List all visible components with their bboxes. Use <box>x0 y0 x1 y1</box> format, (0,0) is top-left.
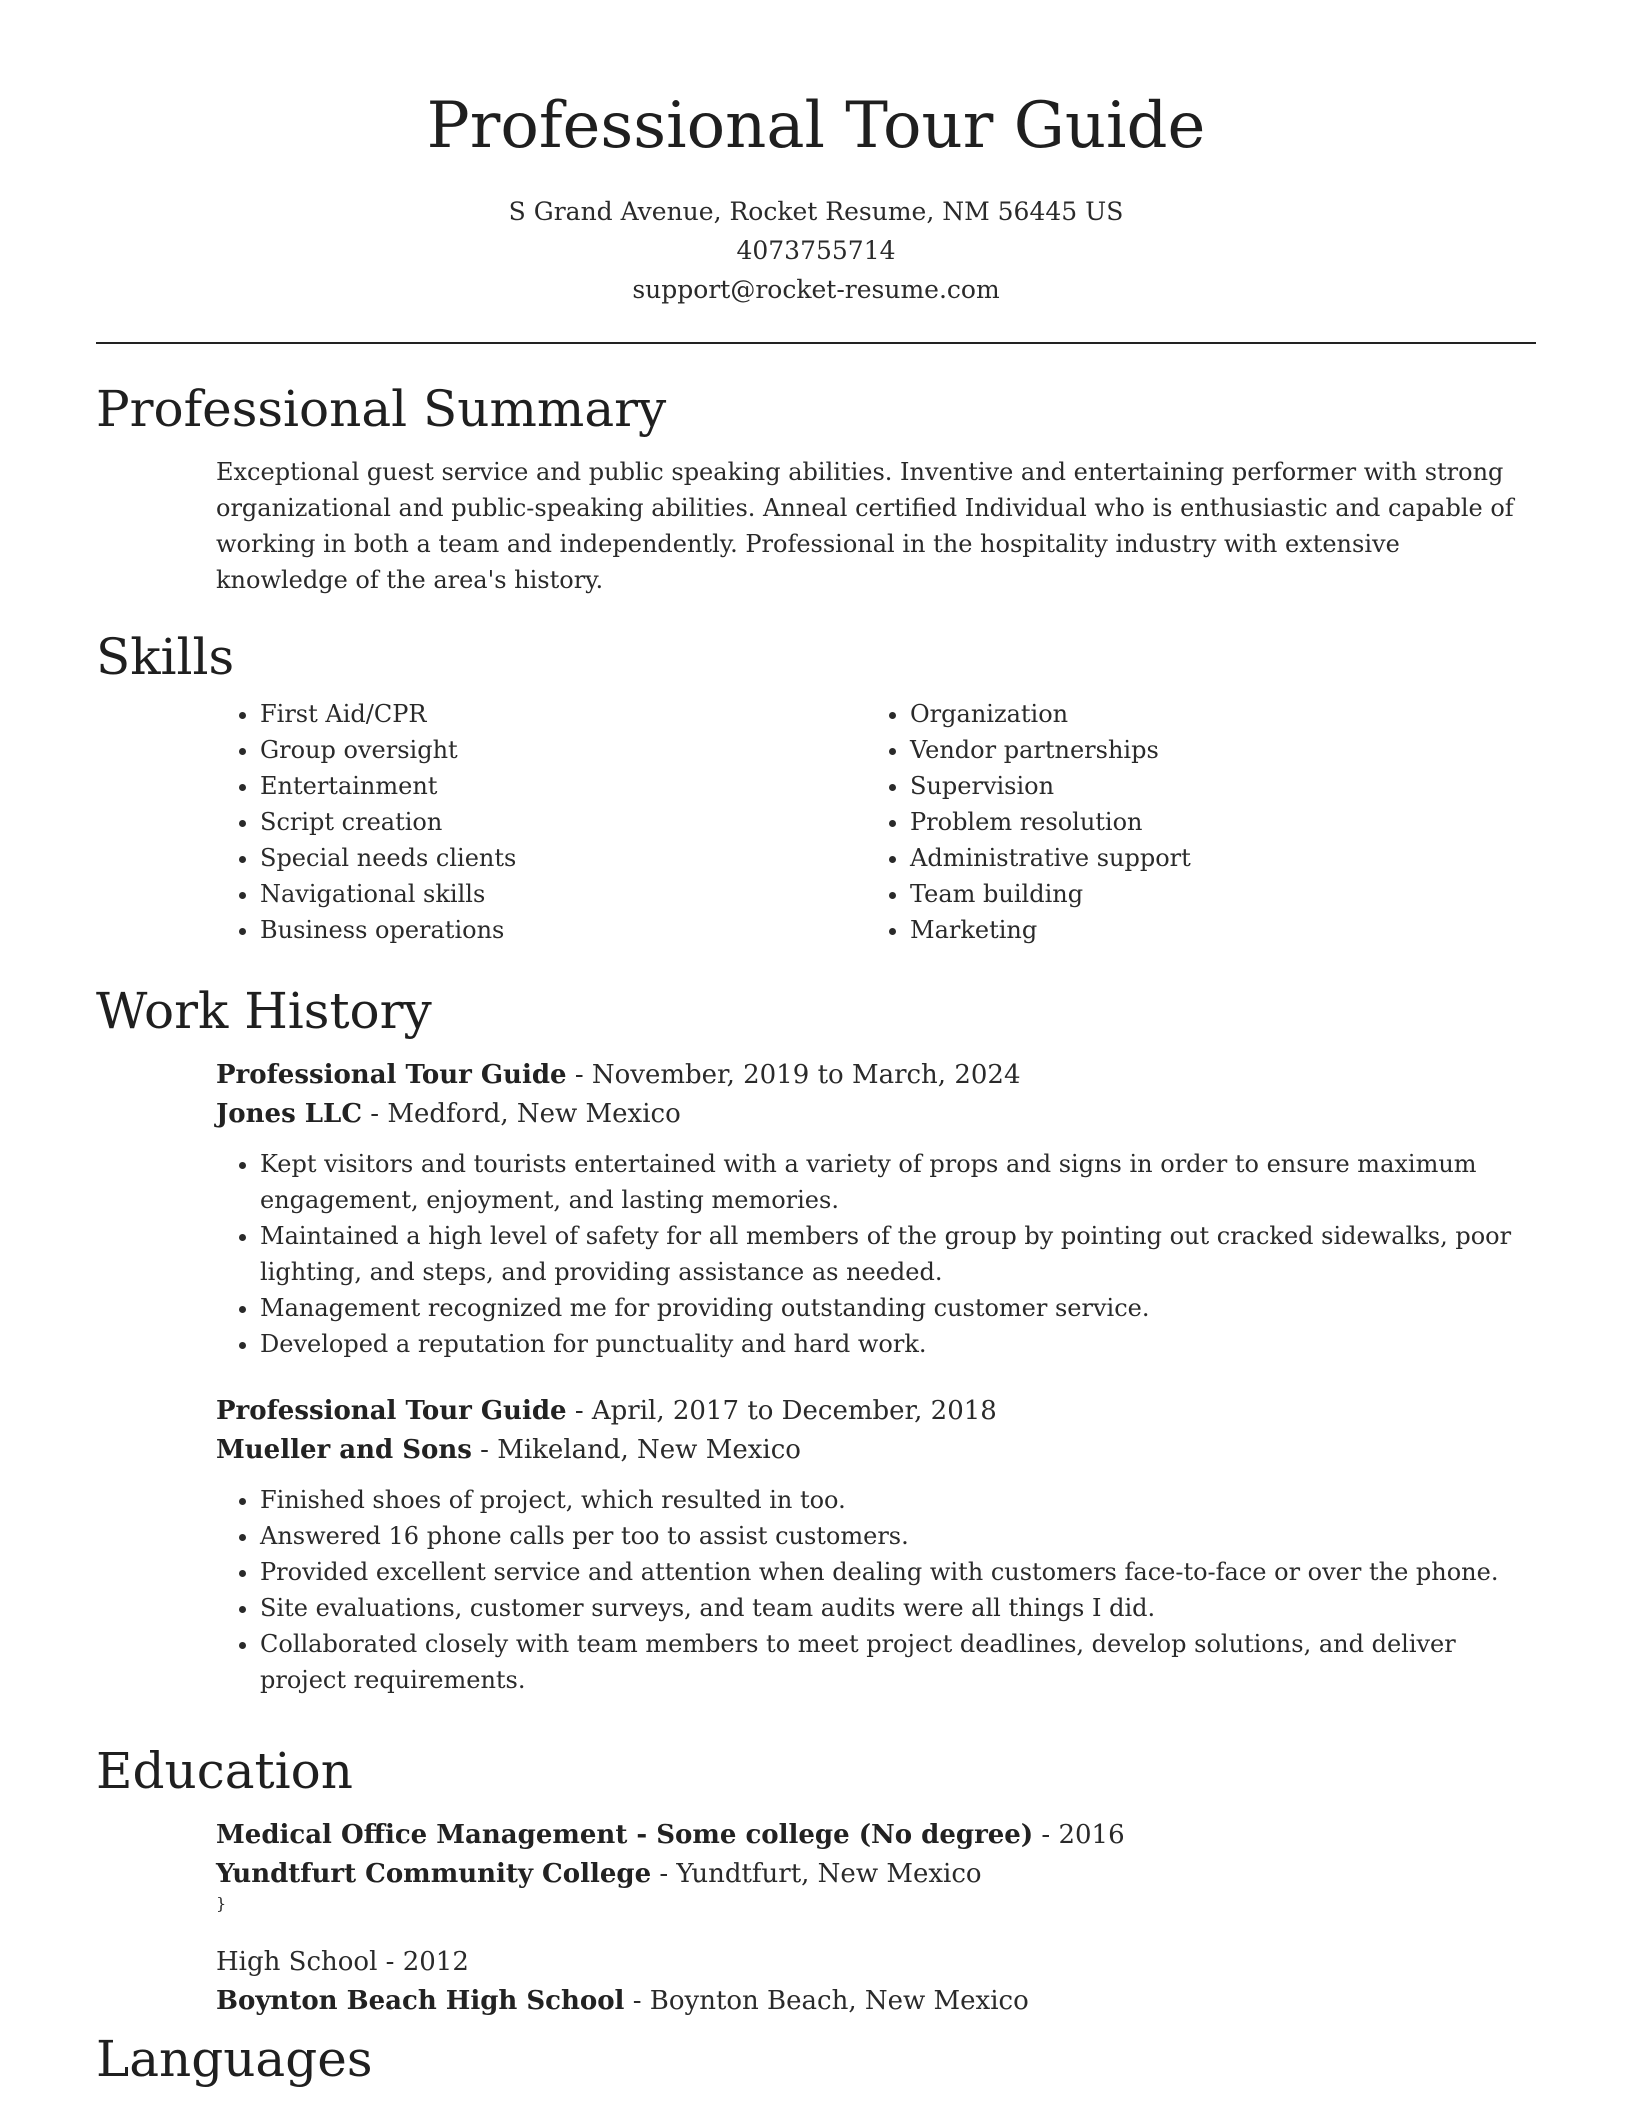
job-role: Professional Tour Guide <box>216 1060 567 1090</box>
phone-text: 4073755714 <box>736 236 896 265</box>
job-title-line <box>216 1056 1536 1095</box>
skills-list-right <box>866 696 1516 948</box>
job-location: - Mikeland, New Mexico <box>471 1435 801 1465</box>
education-title: Education <box>96 1742 353 1800</box>
education-section <box>96 1740 1536 2021</box>
job-bullets <box>216 1146 1536 1362</box>
education-school-line <box>216 1982 1536 2021</box>
education-location: - Boynton Beach, New Mexico <box>624 1986 1029 2016</box>
skill-item: • Entertainment <box>260 768 866 804</box>
job-title-line <box>216 1392 1536 1431</box>
skill-item: • Special needs clients <box>260 840 866 876</box>
skill-item: • Team building <box>910 876 1516 912</box>
job-location: - Medford, New Mexico <box>362 1099 681 1129</box>
languages-title: Languages <box>96 2030 373 2088</box>
education-entry <box>216 1943 1536 2021</box>
job-entry <box>216 1056 1536 1362</box>
skills-grid <box>216 696 1536 948</box>
job-bullet: • Answered 16 phone calls per too to assist customers. <box>260 1518 1536 1554</box>
skill-item: • First Aid/CPR <box>260 696 866 732</box>
header-divider <box>96 342 1536 344</box>
skill-item: • Marketing <box>910 912 1516 948</box>
job-bullet: • Kept visitors and tourists entertained with a variety of props and signs in order to ensure maximum engagement, enjoyment, and lasting memories. <box>260 1146 1536 1218</box>
job-bullet: • Maintained a high level of safety for all members of the group by pointing out cracked sidewalks, poor lighting, and steps, and providing assistance as needed. <box>260 1218 1536 1290</box>
education-degree: Medical Office Management - Some college (No degree) <box>216 1820 1034 1850</box>
email-text: support@rocket-resume.com <box>632 275 1000 304</box>
skill-item: • Administrative support <box>910 840 1516 876</box>
job-bullet: • Management recognized me for providing outstanding customer service. <box>260 1290 1536 1326</box>
education-school: Yundtfurt Community College <box>216 1859 652 1889</box>
summary-text: Exceptional guest service and public speaking abilities. Inventive and entertaining performer with strong organizational and public-speaking abilities. Anneal certified Individual who is enthusiastic and capable of working in both a team and independently. Professional in the hospitality industry with extensive knowledge of the area's history. <box>216 458 1514 594</box>
job-bullet: • Developed a reputation for punctuality and hard work. <box>260 1326 1536 1362</box>
job-company: Mueller and Sons <box>216 1435 472 1465</box>
job-company: Jones LLC <box>216 1099 363 1129</box>
education-location: - Yundtfurt, New Mexico <box>651 1859 982 1889</box>
job-bullet: • Finished shoes of project, which resulted in too. <box>260 1482 1536 1518</box>
job-company-line <box>216 1095 1536 1134</box>
skill-item: • Organization <box>910 696 1516 732</box>
skill-item: • Script creation <box>260 804 866 840</box>
job-bullet: • Provided excellent service and attention when dealing with customers face-to-face or over the phone. <box>260 1554 1536 1590</box>
education-school: Boynton Beach High School <box>216 1986 625 2016</box>
skills-list-left <box>216 696 866 948</box>
job-role: Professional Tour Guide <box>216 1396 567 1426</box>
education-year: - 2012 <box>377 1947 469 1977</box>
skill-item: • Supervision <box>910 768 1516 804</box>
skills-title: Skills <box>96 628 235 686</box>
education-year: - 2016 <box>1033 1820 1125 1850</box>
skill-item: • Vendor partnerships <box>910 732 1516 768</box>
education-school-line <box>216 1855 1536 1894</box>
skills-section <box>96 626 1536 948</box>
contact-block <box>0 192 1632 309</box>
job-dates: - November, 2019 to March, 2024 <box>566 1060 1021 1090</box>
skill-item: • Navigational skills <box>260 876 866 912</box>
education-entry: Medical Office Management - Some college (No degree) - 2016 Yundtfurt Community College - Yundtfurt, New Mexico } <box>216 1816 1536 1913</box>
job-bullets <box>216 1482 1536 1698</box>
education-degree-line <box>216 1943 1536 1982</box>
work-history-title: Work History <box>96 982 432 1040</box>
job-bullet: • Site evaluations, customer surveys, and team audits were all things I did. <box>260 1590 1536 1626</box>
skill-item: • Problem resolution <box>910 804 1516 840</box>
job-company-line <box>216 1431 1536 1470</box>
job-bullet: • Collaborated closely with team members to meet project deadlines, develop solutions, and deliver project requirements. <box>260 1626 1536 1698</box>
candidate-name: Professional Tour Guide <box>426 89 1206 163</box>
summary-section <box>96 378 1536 598</box>
skill-item: • Group oversight <box>260 732 866 768</box>
address-text: S Grand Avenue, Rocket Resume, NM 56445 US <box>508 197 1124 226</box>
job-entry <box>216 1392 1536 1698</box>
work-history-section <box>96 980 1536 1698</box>
education-degree-line <box>216 1816 1536 1855</box>
resume-header <box>0 0 1632 309</box>
skill-item: • Business operations <box>260 912 866 948</box>
education-degree: High School <box>216 1947 378 1977</box>
languages-section <box>96 2028 1536 2090</box>
summary-title: Professional Summary <box>96 380 667 438</box>
job-dates: - April, 2017 to December, 2018 <box>566 1396 997 1426</box>
